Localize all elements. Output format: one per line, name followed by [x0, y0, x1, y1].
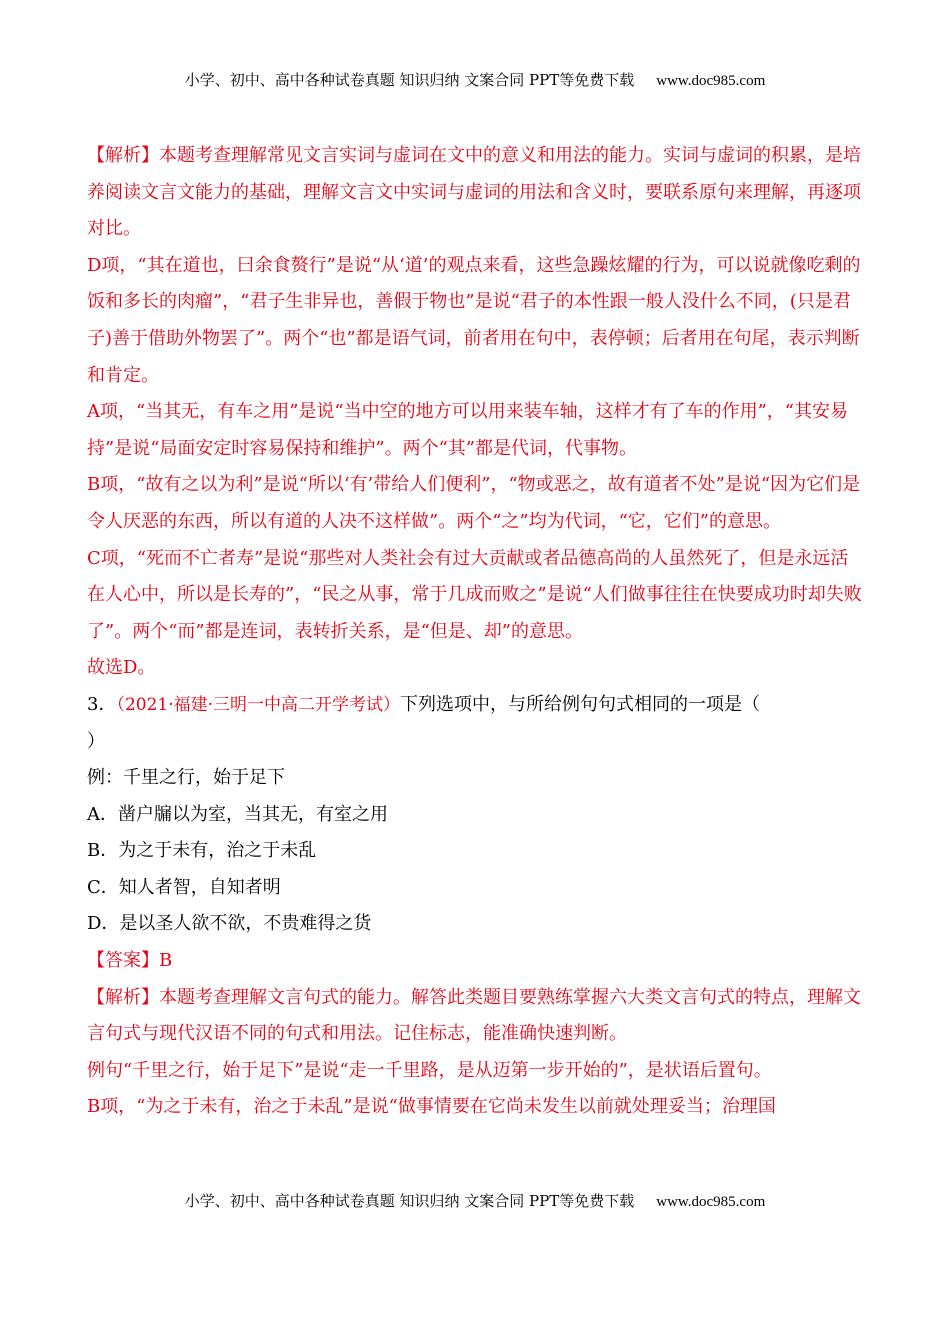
- header-site: www.doc985.com: [656, 73, 766, 89]
- page-footer: [0, 1190, 950, 1211]
- analysis3-intro: [87, 980, 865, 1053]
- answer3-tag: 【答案】: [87, 950, 159, 972]
- analysis3-example-line: 例句“千里之行，始于足下”是说“走一千里路，是从迈第一步开始的”，是状语后置句。: [87, 1059, 772, 1081]
- analysis1-option-c: C项，“死而不亡者寿”是说“那些对人类社会有过大贡献或者品德高尚的人虽然死了，但是永远活在人心中，所以是长寿的”，“民之从事，常于几成而败之”是说“人们做事往往在快要成功时却失败了”。两个“而”都是连词，表转折关系，是“但是、却”的意思。: [87, 547, 862, 642]
- analysis1-intro-text: 本题考查理解常见文言实词与虚词在文中的意义和用法的能力。实词与虚词的积累，是培养阅读文言文能力的基础，理解文言文中实词与虚词的用法和含义时，要联系原句来理解，再逐项对比。: [87, 145, 861, 240]
- question3-source: （2021·福建·三明一中高二开学考试）: [116, 694, 401, 715]
- analysis1-tag: 【解析】: [87, 145, 159, 166]
- question3-stem: [87, 687, 865, 760]
- question3-option-d: D．是以圣人欲不欲，不贵难得之货: [87, 913, 372, 935]
- analysis3-intro-text: 本题考查理解文言句式的能力。解答此类题目要熟练掌握六大类文言句式的特点，理解文言句式与现代汉语不同的句式和用法。记住标志，能准确快速判断。: [87, 986, 861, 1045]
- document-body: [87, 138, 865, 1126]
- analysis1-conclusion: 故选D。: [87, 657, 156, 679]
- page-header: [0, 69, 950, 90]
- footer-text: 小学、初中、高中各种试卷真题 知识归纳 文案合同 PPT等免费下载: [184, 1192, 635, 1210]
- question3-option-a: A．凿户牖以为室，当其无，有室之用: [87, 803, 388, 825]
- question3-option-c: C．知人者智，自知者明: [87, 876, 281, 898]
- question3-stem-end: ）: [87, 730, 105, 752]
- analysis1-option-d: D项，“其在道也，曰余食赘行”是说“从‘道’的观点来看，这些急躁炫耀的行为，可以说就像吃剩的饭和多长的肉瘤”，“君子生非异也，善假于物也”是说“君子的本性跟一般人没什么不同，(只是君子)善于借助外物罢了”。两个“也”都是语气词，前者用在句中，表停顿；后者用在句尾，表示判断和肯定。: [87, 254, 861, 386]
- header-text: 小学、初中、高中各种试卷真题 知识归纳 文案合同 PPT等免费下载: [184, 71, 635, 89]
- footer-site: www.doc985.com: [656, 1194, 766, 1210]
- analysis1-option-b: B项，“故有之以为利”是说“所以‘有’带给人们便利”，“物或恶之，故有道者不处”是说“因为它们是令人厌恶的东西，所以有道的人决不这样做”。两个“之”均为代词，“它，它们”的意思。: [87, 474, 861, 532]
- analysis3-tag: 【解析】: [87, 986, 159, 1008]
- analysis1-intro: [87, 138, 865, 248]
- question3-number: 3．: [87, 693, 117, 715]
- question3-option-b: B．为之于未有，治之于未乱: [87, 840, 317, 862]
- analysis1-option-a: A项，“当其无，有车之用”是说“当中空的地方可以用来装车轴，这样才有了车的作用”，“其安易持”是说“局面安定时容易保持和维护”。两个“其”都是代词，代事物。: [87, 401, 849, 459]
- answer3-value: B: [159, 950, 173, 972]
- analysis3-option-b-line: B项，“为之于未有，治之于未乱”是说“做事情要在它尚未发生以前就处理妥当；治理国: [87, 1096, 776, 1118]
- question3-stem-text: 下列选项中，与所给例句句式相同的一项是（: [400, 693, 761, 715]
- answer3: [87, 943, 865, 980]
- question3-example: 例：千里之行，始于足下: [87, 767, 285, 789]
